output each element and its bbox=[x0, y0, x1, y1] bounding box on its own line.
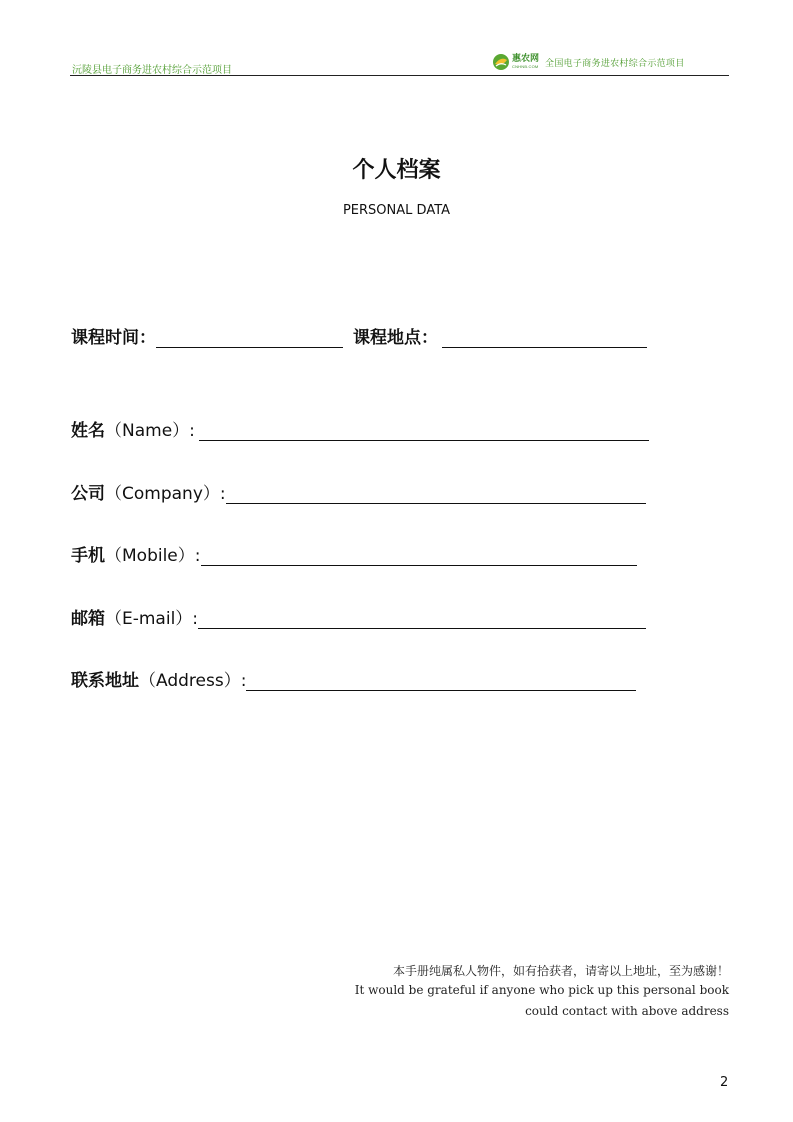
page-number: 2 bbox=[720, 1075, 729, 1090]
footer-note-en-2: could contact with above address bbox=[525, 1004, 729, 1018]
mobile-field[interactable] bbox=[201, 545, 637, 566]
name-row bbox=[71, 417, 649, 441]
course-place-field[interactable] bbox=[442, 327, 647, 348]
header-divider bbox=[70, 75, 729, 76]
header-slogan: 全国电子商务进农村综合示范项目 bbox=[545, 58, 685, 69]
name-field[interactable] bbox=[199, 420, 649, 441]
name-label-cn: 姓名 bbox=[71, 421, 105, 441]
course-place-label: 课程地点： bbox=[353, 328, 438, 348]
mobile-label-en: （Mobile）: bbox=[105, 546, 201, 566]
footer-note-cn: 本手册纯属私人物件，如有拾获者，请寄以上地址，至为感谢！ bbox=[392, 964, 729, 978]
email-row bbox=[71, 605, 646, 629]
email-label-cn: 邮箱 bbox=[71, 609, 105, 629]
address-field[interactable] bbox=[246, 670, 636, 691]
address-label-cn: 联系地址 bbox=[71, 671, 139, 691]
company-label-en: （Company）: bbox=[105, 484, 226, 504]
address-label-en: （Address）: bbox=[139, 671, 247, 691]
email-label-en: （E-mail）: bbox=[105, 609, 199, 629]
header-brand bbox=[492, 53, 685, 71]
course-time-label: 课程时间： bbox=[71, 328, 156, 348]
page-subtitle: PERSONAL DATA bbox=[342, 203, 451, 218]
company-row bbox=[71, 480, 646, 504]
leaf-logo-icon bbox=[492, 53, 510, 71]
header-project-title: 沅陵县电子商务进农村综合示范项目 bbox=[72, 65, 232, 76]
course-time-field[interactable] bbox=[156, 327, 343, 348]
mobile-row bbox=[71, 542, 637, 566]
page-title: 个人档案 bbox=[352, 158, 441, 183]
mobile-label-cn: 手机 bbox=[71, 546, 105, 566]
company-label-cn: 公司 bbox=[71, 484, 105, 504]
company-field[interactable] bbox=[226, 483, 646, 504]
brand-logo-text: 惠农网 bbox=[512, 54, 540, 64]
name-label-en: （Name）: bbox=[105, 421, 195, 441]
course-info-row bbox=[71, 326, 647, 348]
address-row bbox=[71, 667, 636, 691]
email-field[interactable] bbox=[198, 608, 646, 629]
brand-logo-subtext: CNHNB.COM bbox=[512, 64, 539, 69]
footer-note-en-1: It would be grateful if anyone who pick up this personal book bbox=[354, 983, 729, 997]
